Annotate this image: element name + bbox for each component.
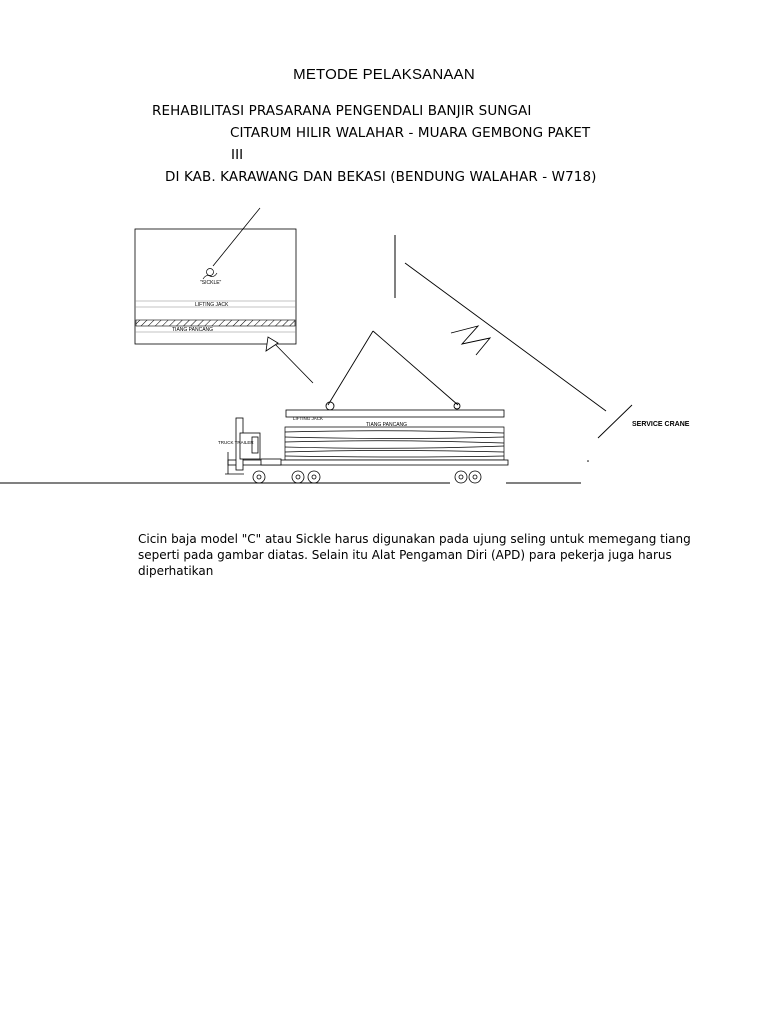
crane-break-icon — [451, 326, 490, 355]
crane-base-line — [598, 405, 632, 438]
description-line-3: diperhatikan — [138, 564, 214, 578]
detail-lifting-jack-label: LIFTING JACK — [195, 302, 229, 308]
lifting-jack-label: LIFTING JACK — [293, 416, 324, 421]
detail-box — [135, 229, 296, 344]
page-title: METODE PELAKSANAAN — [293, 66, 475, 83]
tiang-pancang-label: TIANG PANCANG — [366, 422, 408, 428]
crane-boom-line — [405, 263, 606, 411]
lifting-sling — [326, 331, 460, 410]
description — [138, 531, 698, 579]
lifting-diagram — [0, 190, 768, 490]
sickle-hook-icon — [203, 269, 217, 280]
pile-stack — [285, 427, 504, 460]
service-crane-label: SERVICE CRANE — [632, 421, 690, 428]
truck-trailer-label: TRUCK TRAILER — [218, 440, 254, 445]
description-line-1: Cicin baja model "C" atau Sickle harus digunakan pada ujung seling untuk memegang tiang — [138, 532, 691, 546]
heading-line-1: REHABILITASI PRASARANA PENGENDALI BANJIR SUNGAI — [152, 103, 532, 119]
heading-line-2: CITARUM HILIR WALAHAR - MUARA GEMBONG PAKET — [230, 125, 591, 141]
wheel-icon — [253, 471, 481, 483]
dot-mark — [587, 460, 589, 462]
sickle-pointer-line — [213, 208, 260, 266]
description-line-2: seperti pada gambar diatas. Selain itu Alat Pengaman Diri (APD) para pekerja juga harus — [138, 548, 672, 562]
heading-line-3: III — [231, 147, 244, 163]
sickle-label: "SICKLE" — [200, 280, 222, 286]
detail-tiang-pancang-label: TIANG PANCANG — [172, 327, 214, 333]
heading-line-4: DI KAB. KARAWANG DAN BEKASI (BENDUNG WALAHAR - W718) — [165, 169, 597, 185]
